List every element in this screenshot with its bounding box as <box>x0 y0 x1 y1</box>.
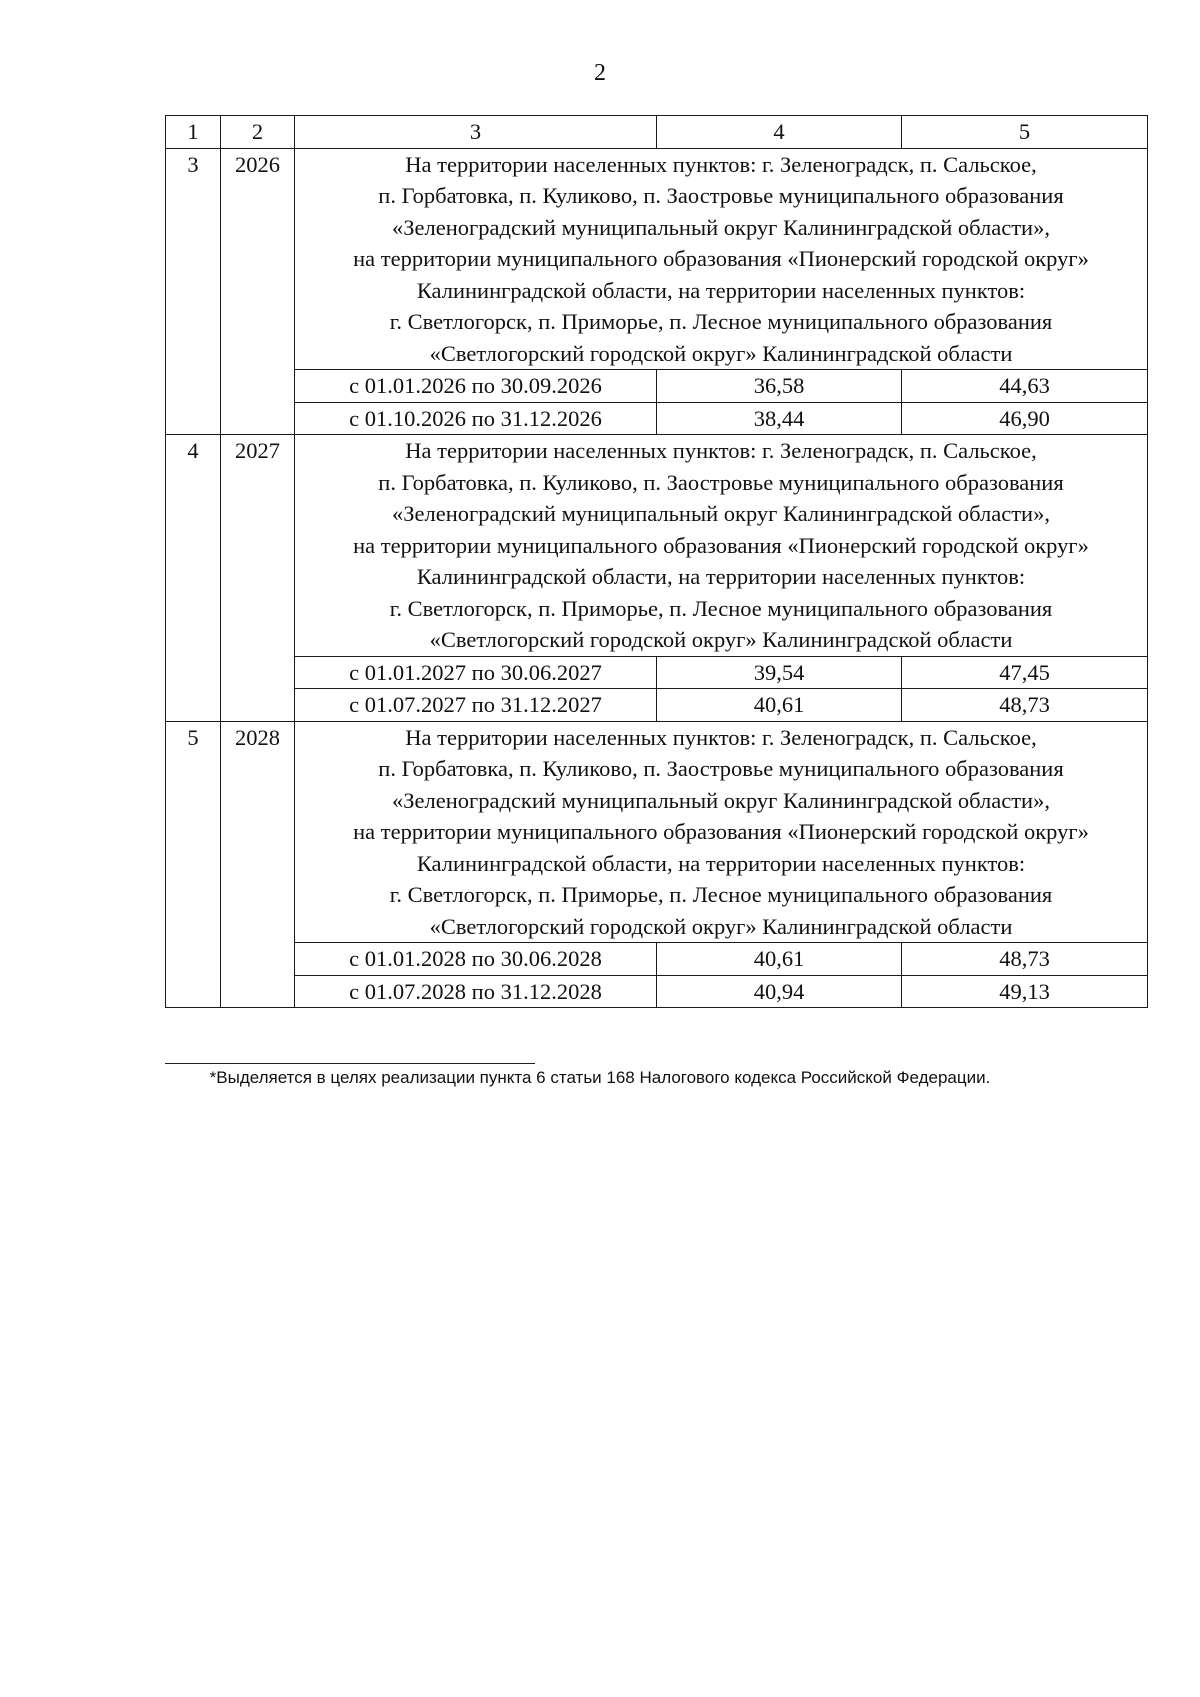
table-row-area <box>166 148 1148 370</box>
period-cell: с 01.10.2026 по 31.12.2026 <box>295 402 657 435</box>
rate-col5-cell: 48,73 <box>902 689 1148 722</box>
table-row-area <box>166 721 1148 943</box>
table-row-period <box>166 656 1148 689</box>
rate-col4-cell: 40,61 <box>657 689 902 722</box>
rate-col4-cell: 36,58 <box>657 370 902 403</box>
rate-col5-cell: 48,73 <box>902 943 1148 976</box>
rate-col4-cell: 39,54 <box>657 656 902 689</box>
rate-col5-cell: 49,13 <box>902 975 1148 1008</box>
table-row-period <box>166 943 1148 976</box>
year-cell: 2028 <box>221 721 295 1008</box>
table-row-period <box>166 975 1148 1008</box>
territory-line: на территории муниципального образования «Пионерский городской округ» <box>353 246 1089 271</box>
territory-line: Калининградской области, на территории населенных пунктов: <box>416 850 1026 876</box>
territory-description-cell <box>295 435 1148 657</box>
table-header-row <box>166 116 1148 149</box>
header-cell-col1: 1 <box>166 116 221 149</box>
year-cell: 2026 <box>221 148 295 435</box>
row-number-cell: 4 <box>166 435 221 722</box>
header-cell-col5: 5 <box>902 116 1148 149</box>
rate-col5-cell: 46,90 <box>902 402 1148 435</box>
territory-line: на территории муниципального образования «Пионерский городской округ» <box>353 819 1089 844</box>
territory-line: п. Горбатовка, п. Куликово, п. Заостровье муниципального образования <box>378 756 1064 781</box>
territory-description-cell <box>295 721 1148 943</box>
table-row-period <box>166 402 1148 435</box>
territory-line: На территории населенных пунктов: г. Зеленоградск, п. Сальское, <box>405 724 1037 750</box>
territory-line: Калининградской области, на территории населенных пунктов: <box>416 277 1026 303</box>
territory-line: п. Горбатовка, п. Куликово, п. Заостровье муниципального образования <box>378 469 1064 495</box>
page-number: 2 <box>594 60 606 86</box>
territory-line: г. Светлогорск, п. Приморье, п. Лесное муниципального образования <box>389 882 1053 907</box>
table-row-period <box>166 689 1148 722</box>
footnote: *Выделяется в целях реализации пункта 6 статьи 168 Налогового кодекса Российской Федерации. <box>209 1068 991 1087</box>
territory-line: «Светлогорский городской округ» Калининградской области <box>429 627 1013 652</box>
table-row-area <box>166 435 1148 657</box>
period-cell: с 01.07.2027 по 31.12.2027 <box>295 689 657 722</box>
header-cell-col4: 4 <box>657 116 902 149</box>
rate-col4-cell: 38,44 <box>657 402 902 435</box>
rate-col4-cell: 40,61 <box>657 943 902 976</box>
period-cell: с 01.07.2028 по 31.12.2028 <box>295 975 657 1008</box>
row-number-cell: 5 <box>166 721 221 1008</box>
header-cell-col3: 3 <box>295 116 657 149</box>
territory-line: «Светлогорский городской округ» Калининградской области <box>429 340 1013 366</box>
header-cell-col2: 2 <box>221 116 295 149</box>
tariff-table <box>165 115 1148 1008</box>
territory-line: г. Светлогорск, п. Приморье, п. Лесное муниципального образования <box>389 309 1053 334</box>
table-row-period <box>166 370 1148 403</box>
territory-line: Калининградской области, на территории населенных пунктов: <box>416 564 1026 589</box>
territory-line: г. Светлогорск, п. Приморье, п. Лесное муниципального образования <box>389 595 1053 621</box>
territory-line: п. Горбатовка, п. Куликово, п. Заостровье муниципального образования <box>378 183 1064 208</box>
territory-line: «Зеленоградский муниципальный округ Калининградской области», <box>392 214 1050 240</box>
period-cell: с 01.01.2028 по 30.06.2028 <box>295 943 657 976</box>
rate-col5-cell: 44,63 <box>902 370 1148 403</box>
territory-line: «Зеленоградский муниципальный округ Калининградской области», <box>392 787 1050 813</box>
period-cell: с 01.01.2027 по 30.06.2027 <box>295 656 657 689</box>
year-cell: 2027 <box>221 435 295 722</box>
row-number-cell: 3 <box>166 148 221 435</box>
territory-line: на территории муниципального образования «Пионерский городской округ» <box>353 532 1089 558</box>
territory-line: На территории населенных пунктов: г. Зеленоградск, п. Сальское, <box>405 151 1037 177</box>
rate-col5-cell: 47,45 <box>902 656 1148 689</box>
footnote-separator <box>165 1063 535 1064</box>
territory-line: «Зеленоградский муниципальный округ Калининградской области», <box>392 501 1050 526</box>
territory-line: «Светлогорский городской округ» Калининградской области <box>429 913 1013 939</box>
territory-line: На территории населенных пунктов: г. Зеленоградск, п. Сальское, <box>405 438 1037 463</box>
territory-description-cell <box>295 148 1148 370</box>
period-cell: с 01.01.2026 по 30.09.2026 <box>295 370 657 403</box>
rate-col4-cell: 40,94 <box>657 975 902 1008</box>
